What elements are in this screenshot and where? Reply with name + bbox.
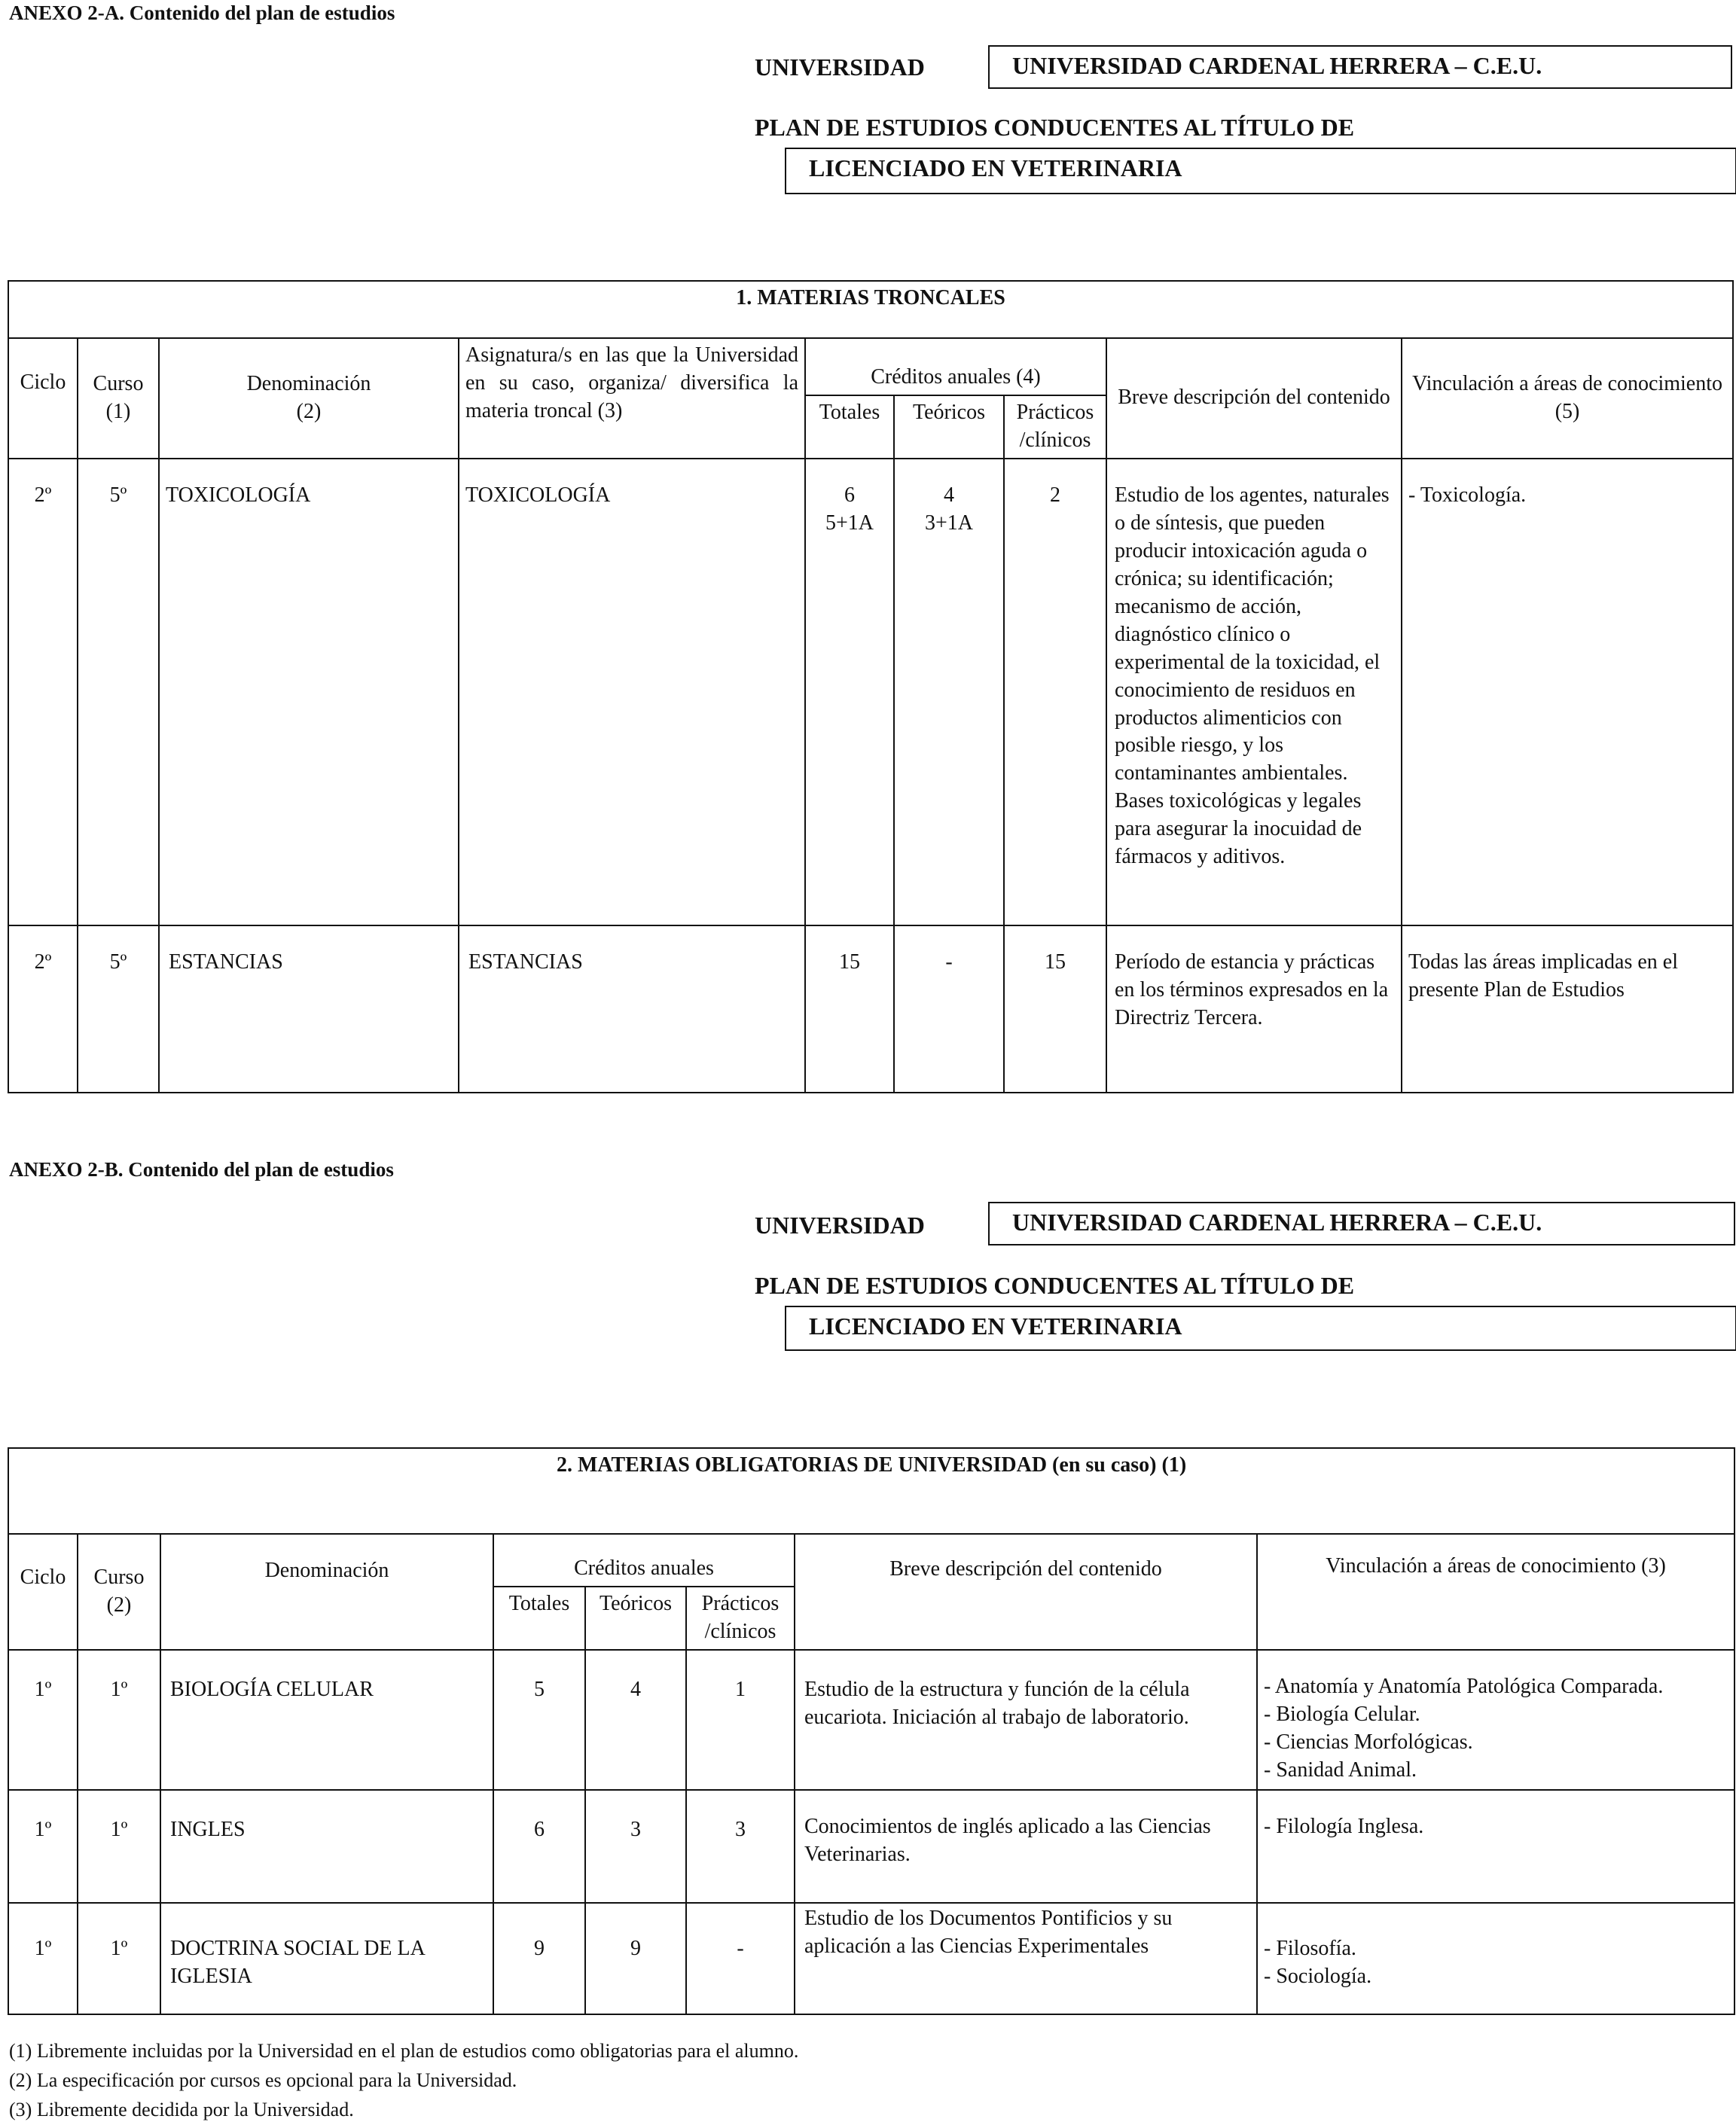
cell-totales: 15 xyxy=(805,925,894,1093)
cell-teoricos: 3 xyxy=(585,1790,686,1903)
cell-descripcion: Estudio de los Documentos Pontificios y su aplicación a las Ciencias Experimentales xyxy=(795,1903,1257,2014)
cell-vinculacion: - Toxicología. xyxy=(1402,459,1733,925)
footnote: (1) Libremente incluidas por la Universidad en el plan de estudios como obligatorias para el alumno. xyxy=(9,2040,799,2062)
cell-practicos: 2 xyxy=(1004,459,1106,925)
cell-totales: 5 xyxy=(493,1650,585,1790)
footnote: (2) La especificación por cursos es opcional para la Universidad. xyxy=(9,2069,517,2091)
header-descripcion: Breve descripción del contenido xyxy=(1106,338,1402,459)
cell-denominacion: TOXICOLOGÍA xyxy=(159,459,459,925)
cell-teoricos: 4 3+1A xyxy=(894,459,1004,925)
cell-ciclo: 1º xyxy=(8,1650,78,1790)
cell-denominacion: INGLES xyxy=(160,1790,493,1903)
annex-a-title: ANEXO 2-A. Contenido del plan de estudios xyxy=(9,2,395,24)
header-teoricos: Teóricos xyxy=(585,1587,686,1650)
cell-ciclo: 2º xyxy=(8,925,78,1093)
header-practicos: Prácticos /clínicos xyxy=(1004,395,1106,459)
cell-denominacion: ESTANCIAS xyxy=(159,925,459,1093)
obligatorias-table xyxy=(8,1447,1735,2015)
footnote: (3) Libremente decidida por la Universidad. xyxy=(9,2099,354,2120)
annex-a-plan-label: PLAN DE ESTUDIOS CONDUCENTES AL TÍTULO DE xyxy=(755,114,1355,141)
header-totales: Totales xyxy=(805,395,894,459)
cell-descripcion: Estudio de los agentes, naturales o de síntesis, que pueden producir intoxicación aguda o crónica; su identificación; mecanismo de acción, diagnóstico clínico o experimental de la toxicidad, el conocimiento de residuos en productos alimenticios con posible riesgo, y los contaminantes ambientales. Bases toxicológicas y legales para asegurar la inocuidad de fármacos y aditivos. xyxy=(1106,459,1402,925)
table-row xyxy=(8,1650,1734,1790)
cell-curso: 1º xyxy=(78,1903,160,2014)
annex-a-university-label: UNIVERSIDAD xyxy=(755,53,925,81)
header-descripcion: Breve descripción del contenido xyxy=(795,1534,1257,1650)
annex-a-degree: LICENCIADO EN VETERINARIA xyxy=(785,148,1736,194)
cell-teoricos: - xyxy=(894,925,1004,1093)
cell-totales: 6 5+1A xyxy=(805,459,894,925)
footnotes xyxy=(9,2036,798,2124)
cell-descripcion: Período de estancia y prácticas en los términos expresados en la Directriz Tercera. xyxy=(1106,925,1402,1093)
header-denominacion: Denominación (2) xyxy=(159,338,459,459)
table-row xyxy=(8,1790,1734,1903)
header-curso: Curso (2) xyxy=(78,1534,160,1650)
cell-asignatura: ESTANCIAS xyxy=(459,925,805,1093)
cell-vinculacion: - Anatomía y Anatomía Patológica Comparada. - Biología Celular. - Ciencias Morfológicas. - Sanidad Animal. xyxy=(1257,1650,1734,1790)
cell-descripcion: Estudio de la estructura y función de la célula eucariota. Iniciación al trabajo de laboratorio. xyxy=(795,1650,1257,1790)
cell-vinculacion: - Filosofía. - Sociología. xyxy=(1257,1903,1734,2014)
cell-curso: 5º xyxy=(78,925,159,1093)
cell-totales: 9 xyxy=(493,1903,585,2014)
cell-ciclo: 2º xyxy=(8,459,78,925)
cell-ciclo: 1º xyxy=(8,1903,78,2014)
header-practicos: Prácticos /clínicos xyxy=(686,1587,795,1650)
cell-vinculacion: - Filología Inglesa. xyxy=(1257,1790,1734,1903)
table-row xyxy=(8,925,1733,1093)
header-creditos: Créditos anuales xyxy=(493,1534,795,1587)
header-curso: Curso (1) xyxy=(78,338,159,459)
cell-practicos: 15 xyxy=(1004,925,1106,1093)
header-vinculacion: Vinculación a áreas de conocimiento (3) xyxy=(1257,1534,1734,1650)
header-teoricos: Teóricos xyxy=(894,395,1004,459)
cell-vinculacion: Todas las áreas implicadas en el presente Plan de Estudios xyxy=(1402,925,1733,1093)
table-row xyxy=(8,459,1733,925)
cell-denominacion: BIOLOGÍA CELULAR xyxy=(160,1650,493,1790)
header-creditos: Créditos anuales (4) xyxy=(805,338,1106,395)
cell-curso: 1º xyxy=(78,1650,160,1790)
header-ciclo: Ciclo xyxy=(8,338,78,459)
cell-totales: 6 xyxy=(493,1790,585,1903)
cell-practicos: - xyxy=(686,1903,795,2014)
header-denominacion: Denominación xyxy=(160,1534,493,1650)
cell-ciclo: 1º xyxy=(8,1790,78,1903)
cell-practicos: 1 xyxy=(686,1650,795,1790)
section-title-obligatorias: 2. MATERIAS OBLIGATORIAS DE UNIVERSIDAD (en su caso) (1) xyxy=(8,1448,1734,1534)
header-totales: Totales xyxy=(493,1587,585,1650)
cell-teoricos: 9 xyxy=(585,1903,686,2014)
header-ciclo: Ciclo xyxy=(8,1534,78,1650)
cell-descripcion: Conocimientos de inglés aplicado a las Ciencias Veterinarias. xyxy=(795,1790,1257,1903)
annex-b-university-label: UNIVERSIDAD xyxy=(755,1212,925,1239)
cell-curso: 5º xyxy=(78,459,159,925)
annex-b-university-name: UNIVERSIDAD CARDENAL HERRERA – C.E.U. xyxy=(988,1202,1735,1245)
header-vinculacion: Vinculación a áreas de conocimiento (5) xyxy=(1402,338,1733,459)
cell-teoricos: 4 xyxy=(585,1650,686,1790)
header-asignatura: Asignatura/s en las que la Universidad en su caso, organiza/ diversifica la materia troncal (3) xyxy=(459,338,805,459)
annex-a-university-name: UNIVERSIDAD CARDENAL HERRERA – C.E.U. xyxy=(988,45,1732,89)
cell-practicos: 3 xyxy=(686,1790,795,1903)
annex-b-title: ANEXO 2-B. Contenido del plan de estudios xyxy=(9,1158,394,1181)
table-row xyxy=(8,1903,1734,2014)
troncales-table xyxy=(8,280,1734,1093)
cell-denominacion: DOCTRINA SOCIAL DE LA IGLESIA xyxy=(160,1903,493,2014)
cell-asignatura: TOXICOLOGÍA xyxy=(459,459,805,925)
section-title-troncales: 1. MATERIAS TRONCALES xyxy=(8,281,1733,338)
cell-curso: 1º xyxy=(78,1790,160,1903)
annex-b-degree: LICENCIADO EN VETERINARIA xyxy=(785,1306,1736,1351)
annex-b-plan-label: PLAN DE ESTUDIOS CONDUCENTES AL TÍTULO DE xyxy=(755,1272,1355,1299)
